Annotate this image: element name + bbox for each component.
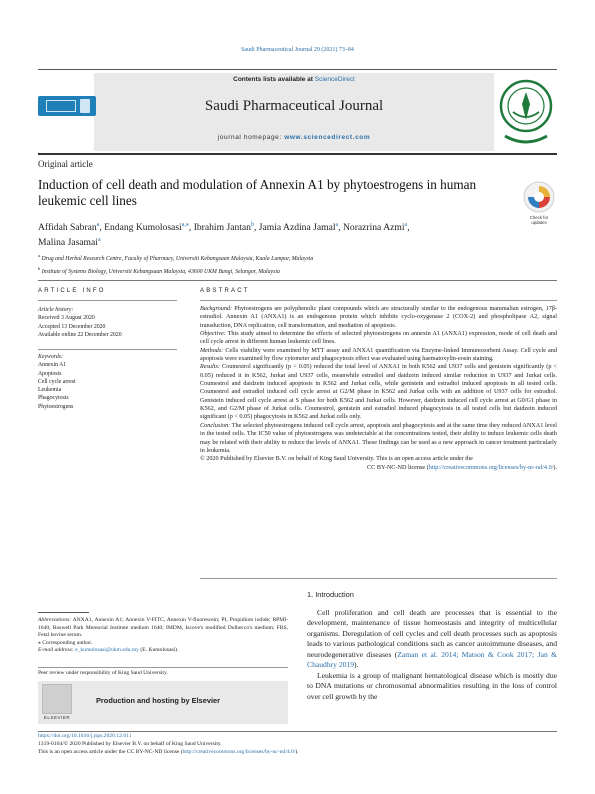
homepage-line: [94, 134, 494, 141]
history-accepted: Accepted 13 December 2020: [38, 323, 106, 330]
abbreviations-text: ANXA1, Annexin A1; Annexin V-FITC, Annexin V-fluorescein; PI, Propidium iodide; RPMI-1640, Roswell Park Memorial Institute medium 1640; IMDM, Iscove's modified Dulbecco's medium; FBS, Fetal bovine serum.: [38, 617, 288, 639]
affiliation-mark: a: [38, 253, 40, 258]
author-affiliation-mark[interactable]: a: [97, 237, 101, 244]
peer-review-note: Peer review under responsibility of King Saud University.: [38, 670, 168, 676]
issn-line: 1319-0164/© 2020 Published by Elsevier B.V. on behalf of King Saud University.: [38, 740, 222, 747]
license-close: ).: [553, 463, 557, 471]
author-separator: ,: [99, 222, 105, 234]
keyword: Annexin A1: [38, 362, 67, 369]
affiliation-b: [38, 264, 548, 277]
abstract-label: Results:: [200, 363, 220, 371]
abstract-text: Cells viability were examined by MTT assay and ANXA1 quantification via Enzyme-linked Immunosorbent Assay. Cell cycle and apoptosis were examined by flow cytometer and phagocytosis effect was evaluated using haematoxylin-eosin staining.: [200, 346, 557, 363]
email-suffix: (E. Kumolosasi).: [138, 647, 179, 654]
check-updates-line-2: updates: [531, 220, 547, 225]
abstract-label: Methods:: [200, 346, 224, 354]
history-online: Available online 22 December 2020: [38, 331, 122, 338]
affiliation-mark: b: [38, 265, 41, 271]
email-label: E-mail address:: [38, 647, 74, 654]
oa-license-link[interactable]: http://creativecommons.org/licenses/by-nc-nd/4.0/: [182, 748, 296, 755]
abstract-copyright: [200, 455, 557, 463]
page-footer: [38, 733, 557, 756]
license-text: CC BY-NC-ND license (: [367, 463, 429, 471]
sciencedirect-link[interactable]: ScienceDirect: [314, 76, 355, 83]
abstract-label: Background:: [200, 305, 233, 312]
author-name[interactable]: Malina Jasamai: [38, 237, 98, 249]
abstract-heading: ABSTRACT: [200, 288, 250, 294]
abbreviations: [38, 617, 288, 640]
affiliation-text: Institute of Systems Biology, Universiti Kebangsaan Malaysia, 43600 UKM Bangi, Selangor, Malaysia: [41, 268, 280, 275]
affiliation-a: [38, 251, 548, 264]
author-separator: ,: [253, 222, 259, 234]
footnote-rule: [38, 612, 89, 613]
author-separator: ,: [188, 222, 194, 234]
author-affiliation-mark[interactable]: b: [250, 222, 254, 228]
license-link[interactable]: http://creativecommons.org/licenses/by-nc-nd/4.0/: [428, 463, 554, 471]
header-bottom-rule: [38, 153, 557, 155]
abstract-results: [200, 363, 557, 421]
author-name[interactable]: Norazrina Azmi: [342, 222, 405, 234]
footer-rule: [38, 731, 557, 732]
journal-citation[interactable]: Saudi Pharmaceutical Journal 29 (2021) 73–84: [241, 47, 354, 53]
corresponding-author: ⁎ Corresponding author.: [38, 639, 93, 646]
article-info-heading: ARTICLE INFO: [38, 288, 106, 294]
email-link[interactable]: e_kumolosasi@ukm.edu.my: [75, 647, 139, 654]
king-saud-university-logo: [38, 96, 96, 116]
abstract-label: Objective:: [200, 330, 226, 338]
abstract-methods: [200, 347, 557, 364]
abstract-objective: [200, 330, 557, 347]
check-updates-line-1: Check for: [529, 215, 549, 220]
contents-line: [94, 76, 494, 83]
affiliations: [38, 251, 548, 277]
article-info-rule: [38, 300, 177, 301]
author-name[interactable]: Jamia Azdina Jamal: [258, 222, 336, 234]
author-name[interactable]: Endang Kumolosasi: [104, 222, 182, 234]
logo-frame: [46, 100, 76, 112]
homepage-link[interactable]: www.sciencedirect.com: [284, 134, 371, 141]
keyword: Leukemia: [38, 387, 62, 394]
keyword: Cell cycle arrest: [38, 378, 76, 385]
abstract-license: [200, 464, 557, 472]
intro-paragraph-1: [307, 608, 557, 671]
author-affiliation-mark[interactable]: a,⁎: [181, 222, 189, 228]
abbreviations-label: Abbreviations:: [38, 617, 72, 623]
abstract-bottom-rule: [200, 578, 557, 579]
affiliation-text: Drug and Herbal Research Centre, Faculty of Pharmacy, Universiti Kebangsaan Malaysia, Kuala Lumpur, Malaysia: [41, 255, 314, 262]
header-top-rule: [38, 69, 557, 70]
author-affiliation-mark[interactable]: a: [404, 222, 408, 228]
homepage-prefix: journal homepage:: [217, 134, 285, 141]
header-center-panel: [94, 73, 494, 151]
hosting-text: Production and hosting by Elsevier: [96, 696, 221, 705]
section-divider: [38, 280, 557, 281]
contents-prefix: Contents lists available at: [233, 76, 315, 83]
introduction-heading: 1. Introduction: [307, 590, 354, 599]
abstract-text: The selected phytoestrogens induced cell cycle arrest, apoptosis and phagocytosis and at the same time they reduced ANXA1 level in the tested cells. The IC50 value of phytoestrogens was undetectable at the concentrations tested, their ability to induce leukemic cells death may be related with their ability to reduce the levels of ANXA1. These findings can be used as a new approach in cancer treatment particularly in leukemia.: [200, 421, 557, 454]
article-title: Induction of cell death and modulation of Annexin A1 by phytoestrogens in human leukemic cell lines: [38, 177, 477, 208]
author-separator: ,: [407, 222, 410, 234]
author-separator: ,: [338, 222, 343, 234]
keywords-label: Keywords:: [38, 354, 63, 360]
author-name[interactable]: Ibrahim Jantan: [193, 222, 251, 234]
email-line: [38, 647, 288, 655]
introduction-body: [307, 608, 557, 702]
journal-emblem-icon: [497, 76, 555, 148]
article-history: [38, 306, 177, 339]
elsevier-wordmark: ELSEVIER: [43, 715, 71, 720]
keywords: [38, 353, 177, 411]
abstract-text: Coumestrol significantly (p < 0.05) reduced the total level of ANXA1 in both K562 and U937 cells and genistein significantly (p < 0.05) reduced it in K562, Jurkat and U937 cells, meanwhile estradiol and daidzein induced similar reduction in U937 and Jurkat cells. Coumestrol and daidzein induced apoptosis in K562 and Jurkat cells, while genistein and estradiol induced apoptosis in all tested cells. Coumestrol and estradiol induced cell cycle arrest at G2/M phase in K562 and Jurkat cells with an addition of U937 cells for estradiol. Genistein induced cell cycle arrest at S phase for both K562 and Jurkat cells. However, daidzein induced cell cycle arrest at G0/G1 phase in K562, and G2/M phase of Jurkat cells. Coumestrol, genistein and estradiol induced phagocytosis in all tested cells but daidzein induced significant (p < 0.05) phagocytosis in K562 and Jurkat cells only.: [200, 363, 557, 421]
copyright-text: © 2020 Published by Elsevier B.V. on behalf of King Saud University. This is an open access article under the: [200, 455, 473, 463]
article-type: Original article: [38, 159, 93, 169]
abstract-background: [200, 305, 557, 330]
keyword: Apoptosis: [38, 370, 62, 377]
abstract-label: Conclusion:: [200, 421, 231, 429]
doi-link[interactable]: https://doi.org/10.1016/j.jsps.2020.12.011: [38, 733, 132, 739]
abstract-text: This study aimed to determine the effects of selected phytoestrogens on annexin A1 (ANXA1) expression, mode of cell death and cell cycle arrest in different human leukemic cell lines.: [200, 330, 557, 346]
intro-citation-link[interactable]: Zaman et al. 2014; Matson & Cook 2017; Jan & Chaudhry 2019: [307, 649, 557, 670]
elsevier-hosting-box: [38, 681, 288, 724]
journal-name: Saudi Pharmaceutical Journal: [204, 98, 384, 114]
keyword: Phytoestrogens: [38, 403, 74, 410]
author-name[interactable]: Affidah Sabran: [38, 222, 97, 234]
logo-mark: [80, 99, 90, 113]
history-label: Article history:: [38, 307, 74, 313]
oa-prefix: This is an open access article under the CC BY-NC-ND license (: [38, 748, 183, 755]
author-affiliation-mark[interactable]: a: [335, 222, 339, 228]
intro-paragraph-2: Leukemia is a group of malignant hematological disease which is mostly due to DNA mutations or chromosomal abnormalities resulting in the loss of control over cell growth by the: [307, 670, 557, 701]
intro-text-end: ).: [354, 660, 359, 670]
elsevier-tree-icon: [42, 684, 72, 714]
oa-suffix: ).: [295, 748, 299, 755]
history-received: Received 3 August 2020: [38, 315, 95, 322]
author-affiliation-mark[interactable]: a: [96, 222, 100, 228]
open-access-line: [38, 749, 557, 757]
check-for-updates-icon[interactable]: [522, 180, 556, 214]
keyword: Phagocytosis: [38, 395, 69, 402]
abstract-conclusion: [200, 422, 557, 455]
intro-text: Cell proliferation and cell death are processes that is essential to the development, maintenance of tissue homeostasis and integrity of multicellular organisms. Deregulation of cell cycles and cell death processes such as apoptosis leads to various pathological conditions such as cancer autoimmune diseases, and neurodegenerative diseases (: [307, 608, 557, 659]
abstract-body: [200, 305, 557, 472]
abstract-rule: [200, 300, 557, 301]
keywords-rule: [38, 349, 177, 350]
author-list: [38, 219, 548, 249]
journal-header: [38, 69, 557, 154]
peer-review-rule: [38, 667, 288, 668]
abstract-text: Phytoestrogens are polyphenolic plant compounds which are structurally similar to the endogenous mammalian estrogen, 17β-estradiol. Annexin A1 (ANXA1) is an endogenous protein which inhibits cyclo-oxygenase 2 (COX-2) and phospholipase A2, signal transduction, DNA replication, cell transformation, and mediation of apoptosis.: [200, 305, 557, 329]
footnotes: [38, 617, 288, 655]
